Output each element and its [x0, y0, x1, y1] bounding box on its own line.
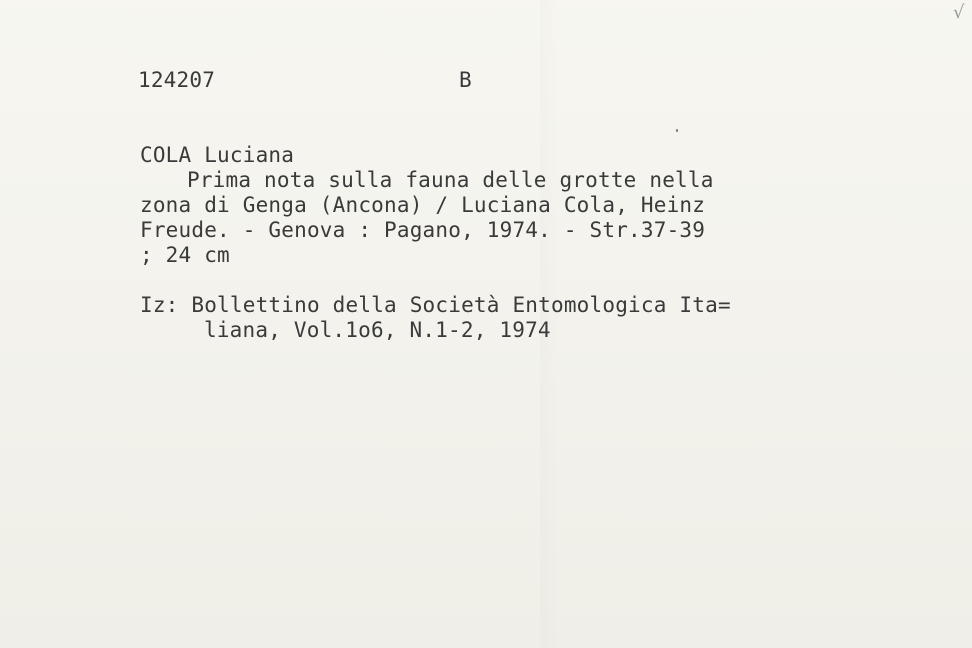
description-line: Prima nota sulla fauna delle grotte nella — [187, 168, 714, 192]
description-line: ; 24 cm — [140, 243, 230, 267]
description-line: zona di Genga (Ancona) / Luciana Cola, Heinz — [140, 193, 706, 217]
author-heading: COLA Luciana — [140, 143, 295, 167]
source-line: liana, Vol.1o6, N.1-2, 1974 — [204, 318, 551, 342]
accession-number: 124207 — [138, 68, 216, 92]
ink-speck — [676, 129, 678, 132]
source-line: Iz: Bollettino della Società Entomologica Ita= — [140, 293, 731, 317]
check-mark: √ — [953, 2, 965, 23]
description-line: Freude. - Genova : Pagano, 1974. - Str.37-39 — [140, 218, 706, 242]
series-letter: B — [459, 68, 472, 92]
